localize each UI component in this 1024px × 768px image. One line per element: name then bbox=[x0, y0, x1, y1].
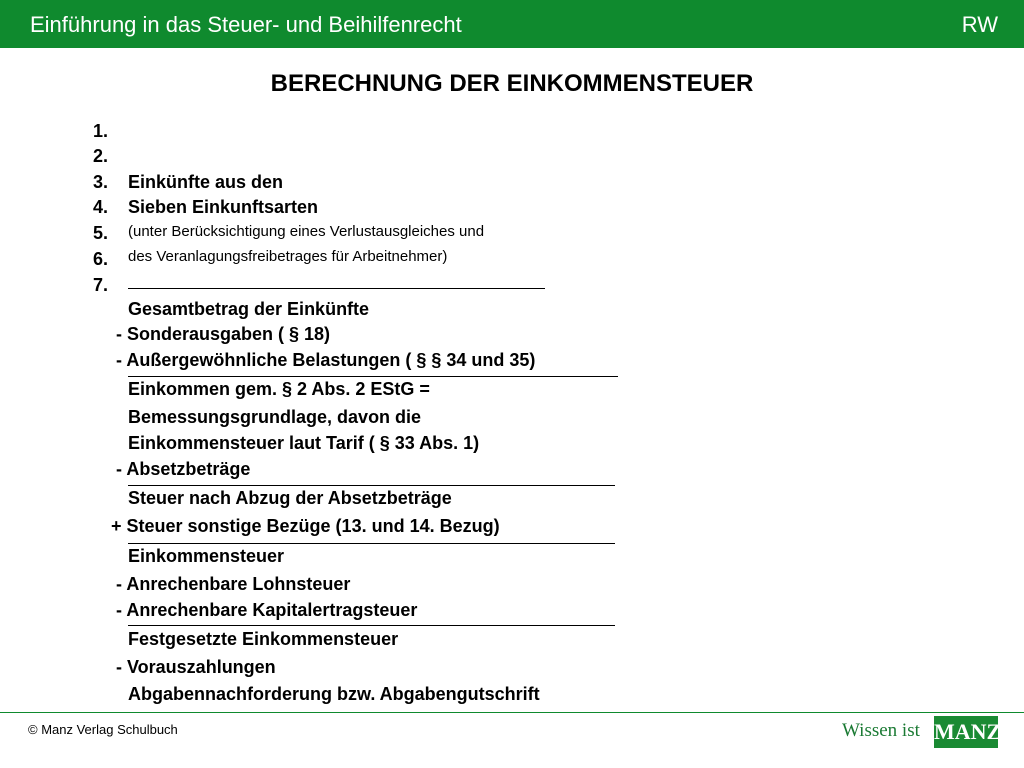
list-number: 5. bbox=[93, 223, 109, 243]
footer-copyright: © Manz Verlag Schulbuch bbox=[28, 722, 178, 737]
page-title: BERECHNUNG DER EINKOMMENSTEUER bbox=[270, 70, 754, 97]
text-line-sonstige-bezuege: + Steuer sonstige Bezüge (13. und 14. Bezug) bbox=[111, 516, 500, 536]
logo-box-text: MANZ bbox=[934, 719, 1002, 744]
divider-line bbox=[128, 543, 615, 544]
divider-line bbox=[128, 625, 615, 626]
text-line-festgesetzte: Festgesetzte Einkommensteuer bbox=[128, 629, 399, 649]
text-line-abgabennachforderung: Abgabennachforderung bzw. Abgabengutschrift bbox=[128, 684, 540, 704]
text-line-einkommen: Einkommen gem. § 2 Abs. 2 EStG = bbox=[128, 379, 430, 399]
text-line-note-2: des Veranlagungsfreibetrages für Arbeitnehmer) bbox=[128, 248, 448, 265]
text-line-lohnsteuer: - Anrechenbare Lohnsteuer bbox=[116, 574, 351, 594]
text-line-kapitalertragsteuer: - Anrechenbare Kapitalertragsteuer bbox=[116, 600, 418, 620]
manz-logo bbox=[842, 716, 1002, 748]
list-number: 4. bbox=[93, 197, 109, 217]
list-number: 3. bbox=[93, 172, 109, 192]
list-number: 6. bbox=[93, 249, 109, 269]
footer-divider bbox=[0, 712, 1024, 713]
text-line-gesamtbetrag: Gesamtbetrag der Einkünfte bbox=[128, 299, 370, 319]
text-line-einkunftsarten: Sieben Einkunftsarten bbox=[128, 197, 319, 217]
text-line-bemessungsgrundlage: Bemessungsgrundlage, davon die bbox=[128, 407, 422, 427]
logo-text: Wissen ist bbox=[842, 720, 920, 741]
text-line-einkuenfte: Einkünfte aus den bbox=[128, 172, 284, 192]
text-line-sonderausgaben: - Sonderausgaben ( § 18) bbox=[116, 324, 331, 344]
header-title: Einführung in das Steuer- und Beihilfenrecht bbox=[30, 12, 462, 37]
header-right-label: RW bbox=[961, 12, 998, 37]
divider-line bbox=[128, 288, 545, 289]
list-number: 7. bbox=[93, 275, 109, 295]
list-number: 1. bbox=[93, 121, 109, 141]
text-line-steuer-nach-abzug: Steuer nach Abzug der Absetzbeträge bbox=[128, 488, 452, 508]
divider-line bbox=[128, 485, 615, 486]
text-line-vorauszahlungen: - Vorauszahlungen bbox=[116, 657, 276, 677]
text-line-tarif: Einkommensteuer laut Tarif ( § 33 Abs. 1) bbox=[128, 433, 480, 453]
text-line-belastungen: - Außergewöhnliche Belastungen ( § § 34 und 35) bbox=[116, 350, 536, 370]
text-line-note-1: (unter Berücksichtigung eines Verlustausgleiches und bbox=[128, 223, 485, 240]
text-line-einkommensteuer: Einkommensteuer bbox=[128, 546, 285, 566]
header-bar bbox=[0, 0, 1024, 48]
divider-line bbox=[128, 376, 618, 377]
list-number: 2. bbox=[93, 146, 109, 166]
text-line-absetzbetraege: - Absetzbeträge bbox=[116, 459, 251, 479]
logo-box bbox=[934, 716, 1002, 748]
